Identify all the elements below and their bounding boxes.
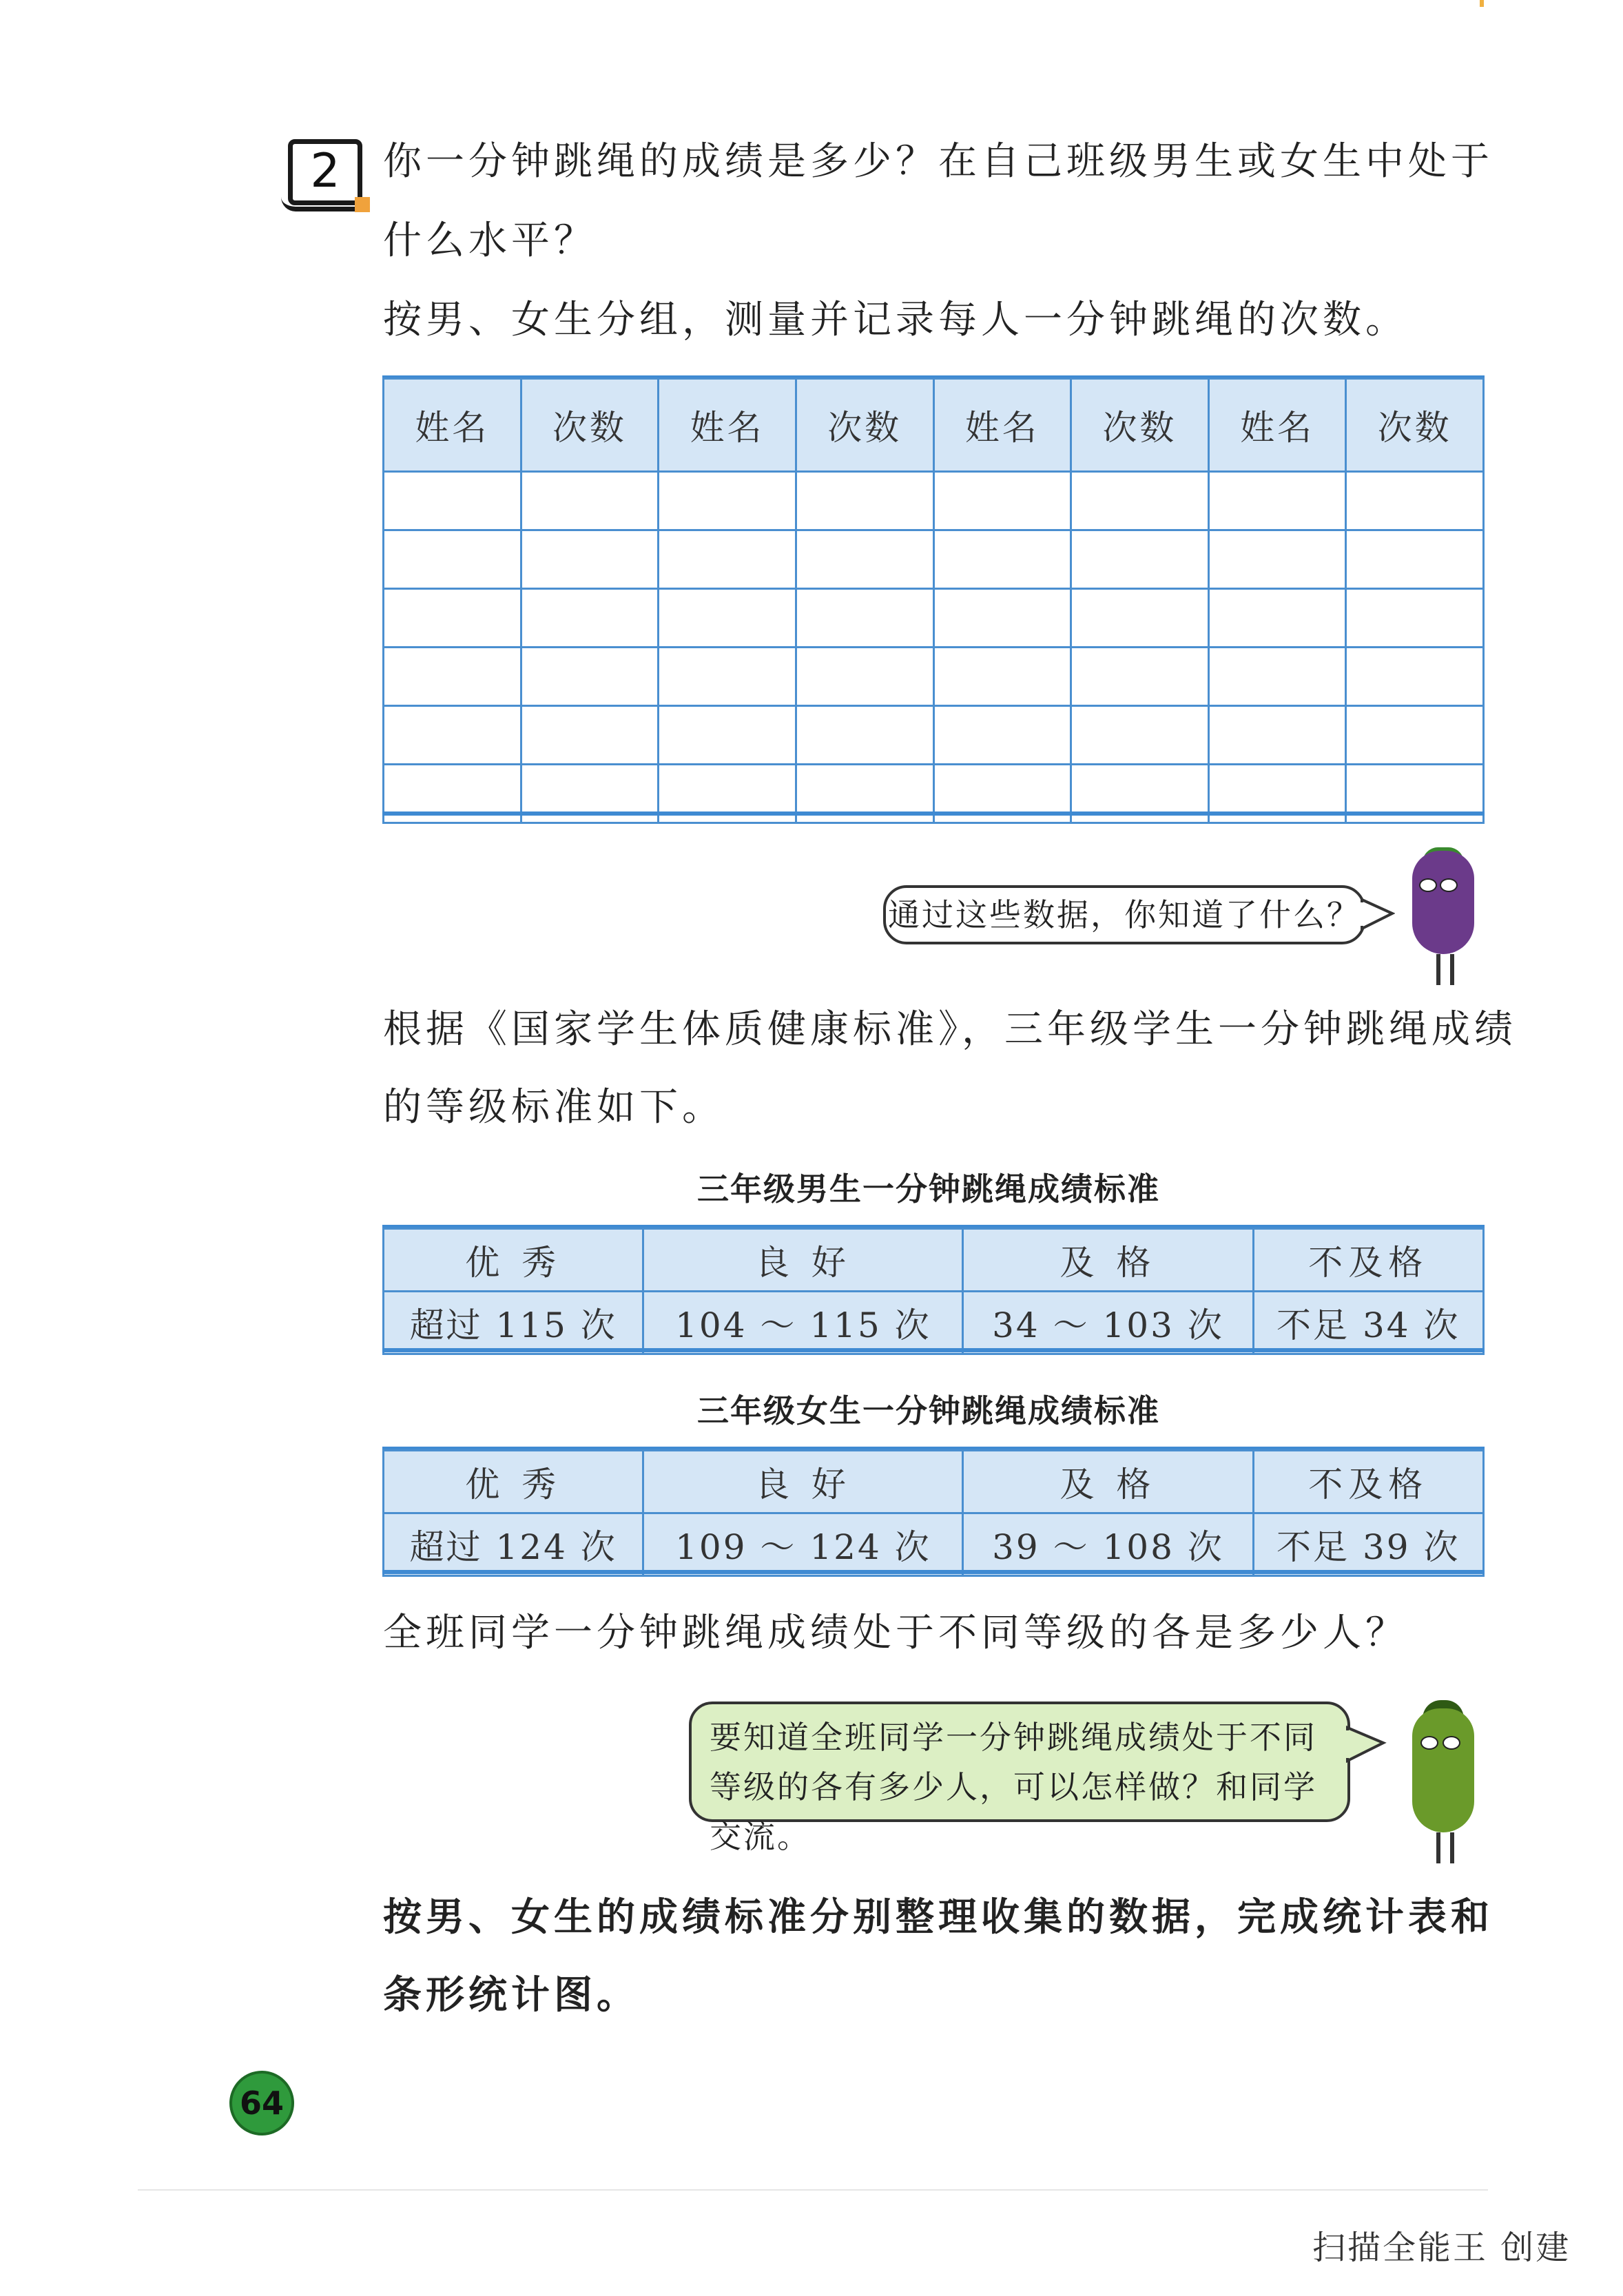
blank-cell xyxy=(659,706,796,765)
blank-cell xyxy=(659,648,796,706)
header-cell: 次数 xyxy=(1071,379,1209,472)
record-table xyxy=(382,378,1485,824)
girls-table-caption: 三年级女生一分钟跳绳成绩标准 xyxy=(697,1392,1160,1429)
scanner-watermark: 扫描全能王 创建 xyxy=(1312,2228,1571,2267)
eggplant-mascot-icon xyxy=(1412,851,1474,954)
standard-intro-line-2: 的等级标准如下。 xyxy=(383,1085,725,1130)
blank-cell xyxy=(1346,472,1484,530)
boys-table-bottom-border xyxy=(382,1348,1485,1352)
speech-bubble-2 xyxy=(689,1702,1350,1855)
record-table-header xyxy=(384,379,1484,472)
girls-table-bottom-border xyxy=(382,1570,1485,1574)
page-number: 64 xyxy=(239,2085,284,2122)
record-table-bottom-border xyxy=(382,811,1485,816)
speech-bubble-1-tail xyxy=(1361,896,1395,937)
level-cell: 良 好 xyxy=(643,1451,963,1513)
speech-bubble-1 xyxy=(883,885,1365,944)
eggplant-eye-icon xyxy=(1440,878,1458,892)
table-row xyxy=(384,589,1484,648)
cucumber-leg-icon xyxy=(1450,1832,1454,1863)
boys-level-row xyxy=(384,1229,1484,1292)
cucumber-eye-icon xyxy=(1443,1736,1460,1750)
bookmark-icon xyxy=(355,197,370,212)
header-cell: 姓名 xyxy=(1208,379,1346,472)
blank-cell xyxy=(1208,589,1346,648)
table-row xyxy=(384,648,1484,706)
blank-cell xyxy=(521,589,659,648)
blank-cell xyxy=(796,530,933,589)
final-line-1: 按男、女生的成绩标准分别整理收集的数据，完成统计表和 xyxy=(383,1894,1493,1940)
blank-cell xyxy=(521,530,659,589)
cucumber-leg-icon xyxy=(1436,1832,1440,1863)
girls-level-row xyxy=(384,1451,1484,1513)
cucumber-mascot-icon xyxy=(1412,1708,1474,1832)
range-cell: 104 ～ 115 次 xyxy=(643,1292,963,1354)
blank-cell xyxy=(659,472,796,530)
question-number: 2 xyxy=(310,144,340,198)
eggplant-leg-icon xyxy=(1450,954,1454,985)
standard-intro-line-1: 根据《国家学生体质健康标准》，三年级学生一分钟跳绳成绩 xyxy=(383,1007,1517,1052)
page-number-badge xyxy=(229,2071,294,2135)
blank-cell xyxy=(521,706,659,765)
blank-cell xyxy=(796,589,933,648)
boys-standard-table xyxy=(382,1228,1485,1355)
eggplant-eye-icon xyxy=(1419,878,1437,892)
question-line-2: 什么水平？ xyxy=(383,218,597,263)
blank-cell xyxy=(521,648,659,706)
blank-cell xyxy=(1208,530,1346,589)
footer-divider xyxy=(138,2189,1488,2191)
blank-cell xyxy=(384,472,521,530)
blank-cell xyxy=(933,530,1071,589)
range-cell: 不足 39 次 xyxy=(1253,1513,1483,1576)
instruction-text: 按男、女生分组，测量并记录每人一分钟跳绳的次数。 xyxy=(383,298,1408,342)
cucumber-eye-icon xyxy=(1420,1736,1438,1750)
final-line-2: 条形统计图。 xyxy=(383,1972,639,2018)
question-number-badge xyxy=(288,139,362,205)
blank-cell xyxy=(933,648,1071,706)
speech-bubble-1-text: 通过这些数据，你知道了什么？ xyxy=(888,896,1361,933)
level-cell: 不及格 xyxy=(1253,1451,1483,1513)
blank-cell xyxy=(796,706,933,765)
speech-bubble-2-tail xyxy=(1346,1722,1387,1770)
header-cell: 姓名 xyxy=(384,379,521,472)
boys-range-row xyxy=(384,1292,1484,1354)
blank-cell xyxy=(384,589,521,648)
blank-cell xyxy=(933,589,1071,648)
blank-cell xyxy=(933,472,1071,530)
blank-cell xyxy=(521,472,659,530)
table-row xyxy=(384,472,1484,530)
girls-standard-table xyxy=(382,1449,1485,1577)
blank-cell xyxy=(659,530,796,589)
blank-cell xyxy=(659,589,796,648)
range-cell: 109 ～ 124 次 xyxy=(643,1513,963,1576)
header-cell: 次数 xyxy=(1346,379,1484,472)
blank-cell xyxy=(1346,706,1484,765)
blank-cell xyxy=(1346,589,1484,648)
level-cell: 不及格 xyxy=(1253,1229,1483,1292)
blank-cell xyxy=(384,706,521,765)
blank-cell xyxy=(1208,648,1346,706)
level-cell: 优 秀 xyxy=(384,1229,643,1292)
blank-cell xyxy=(384,648,521,706)
level-cell: 优 秀 xyxy=(384,1451,643,1513)
blank-cell xyxy=(384,530,521,589)
range-cell: 34 ～ 103 次 xyxy=(963,1292,1253,1354)
header-cell: 姓名 xyxy=(659,379,796,472)
range-cell: 不足 34 次 xyxy=(1253,1292,1483,1354)
blank-cell xyxy=(1071,589,1209,648)
blank-cell xyxy=(796,472,933,530)
blank-cell xyxy=(1346,530,1484,589)
speech-bubble-2-text: 要知道全班同学一分钟跳绳成绩处于不同等级的各有多少人，可以怎样做？和同学交流。 xyxy=(710,1719,1317,1855)
question-line-1: 你一分钟跳绳的成绩是多少？在自己班级男生或女生中处于 xyxy=(383,139,1493,184)
blank-cell xyxy=(1071,530,1209,589)
blank-cell xyxy=(1071,472,1209,530)
range-cell: 超过 115 次 xyxy=(384,1292,643,1354)
blank-cell xyxy=(1208,472,1346,530)
blank-cell xyxy=(933,706,1071,765)
header-cell: 姓名 xyxy=(933,379,1071,472)
header-cell: 次数 xyxy=(796,379,933,472)
level-cell: 良 好 xyxy=(643,1229,963,1292)
blank-cell xyxy=(1071,706,1209,765)
class-question: 全班同学一分钟跳绳成绩处于不同等级的各是多少人？ xyxy=(383,1611,1408,1655)
range-cell: 超过 124 次 xyxy=(384,1513,643,1576)
blank-cell xyxy=(1071,648,1209,706)
header-cell: 次数 xyxy=(521,379,659,472)
table-row xyxy=(384,706,1484,765)
blank-cell xyxy=(1208,706,1346,765)
level-cell: 及 格 xyxy=(963,1229,1253,1292)
range-cell: 39 ～ 108 次 xyxy=(963,1513,1253,1576)
eggplant-leg-icon xyxy=(1436,954,1440,985)
girls-range-row xyxy=(384,1513,1484,1576)
corner-mark xyxy=(1480,0,1484,7)
blank-cell xyxy=(796,648,933,706)
level-cell: 及 格 xyxy=(963,1451,1253,1513)
table-row xyxy=(384,530,1484,589)
blank-cell xyxy=(1346,648,1484,706)
boys-table-caption: 三年级男生一分钟跳绳成绩标准 xyxy=(697,1170,1160,1208)
